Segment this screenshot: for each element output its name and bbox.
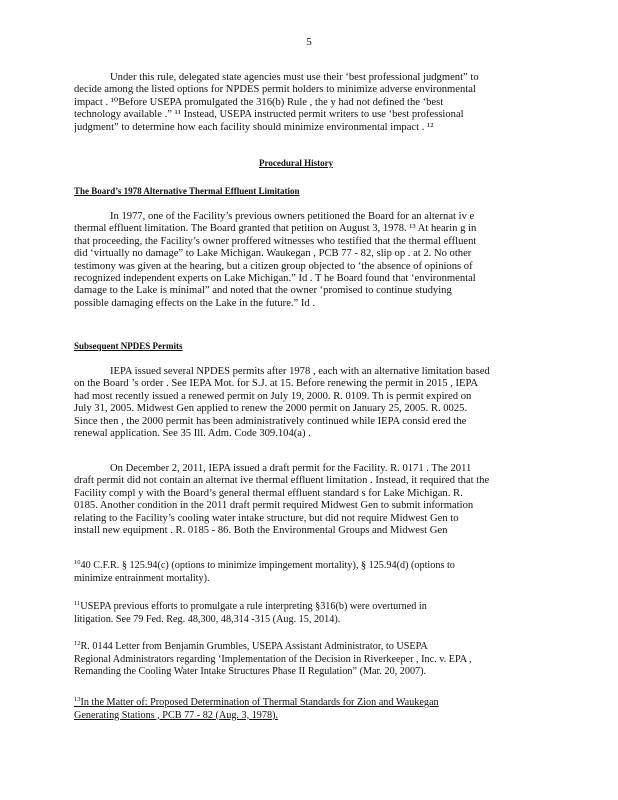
paragraph-line: In 1977, one of the Facility’s previous owners petitioned the Board for an alternat iv e [110,211,475,222]
paragraph-line: had most recently issued a renewed permit on July 19, 2000. R. 0109. Th is permit expired on [74,390,472,402]
footnote-line: minimize entrainment mortality). [74,572,210,584]
footnote-line: Remanding the Cooling Water Intake Structures Phase II Regulation” (Mar. 20, 2007). [74,666,427,678]
paragraph-iepa [74,366,540,440]
subsection-heading: The Board’s 1978 Alternative Thermal Effluent Limitation [74,186,300,196]
paragraph-line: did ‘virtually no damage” to Lake Michigan. Waukegan , PCB 77 - 82, slip op . at 2. No other [74,248,472,260]
footnote-line [74,601,540,614]
footnote-10 [74,560,540,585]
footnote-number: 13 [74,697,81,703]
paragraph-line: recognized independent experts on Lake Michigan.” Id . T he Board found that ‘environmental [74,273,476,285]
footnote-13 [74,697,540,722]
paragraph-line: install new equipment . R. 0185 - 86. Both the Environmental Groups and Midwest Gen [74,525,448,537]
footnote-text: In the Matter of: Proposed Determination of Thermal Standards for Zion and Waukegan [80,697,439,708]
footnote-number: 10 [74,560,81,566]
footnote-number: 11 [74,601,81,607]
footnote-line [74,560,540,573]
intro-paragraph [74,72,540,134]
paragraph-line: technology available .” ¹¹ Instead, USEPA instructed permit writers to use ‘best professional [74,109,464,121]
paragraph-line: July 31, 2005. Midwest Gen applied to renew the 2000 permit on January 25, 2005. R. 0025. [74,403,468,415]
paragraph-line: possible damaging effects on the Lake in the future.” Id . [74,297,316,309]
paragraph-line: Since then , the 2000 permit has been administratively continued while IEPA consid ered the [74,415,467,427]
paragraph-line: that proceeding, the Facility’s owner proffered witnesses who testified that the thermal effluent [74,235,477,247]
paragraph-line: renewal application. See 35 Ill. Adm. Code 309.104(a) . [74,428,311,440]
section-heading: Procedural History [259,158,334,168]
paragraph-line: relating to the Facility’s cooling water intake structure, but did not require Midwest Gen to [74,512,459,524]
subsection-heading: Subsequent NPDES Permits [74,341,183,351]
paragraph-line: decide among the listed options for NPDES permit holders to minimize adverse environmental [74,84,476,96]
footnote-12 [74,641,540,679]
paragraph-line: On December 2, 2011, IEPA issued a draft permit for the Facility. R. 0171 . The 2011 [110,463,472,474]
paragraph-line: IEPA issued several NPDES permits after 1978 , each with an alternative limitation based [110,366,490,377]
footnote-11 [74,601,540,626]
footnote-line: litigation. See 79 Fed. Reg. 48,300, 48,314 -315 (Aug. 15, 2014). [74,613,341,625]
footnote-text: USEPA previous efforts to promulgate a rule interpreting §316(b) were overturned in [80,601,427,612]
paragraph-2011 [74,463,540,537]
paragraph-1977 [74,211,540,310]
paragraph-line: judgment” to determine how each facility should minimize environmental impact . ¹² [74,121,434,133]
paragraph-line: 0185. Another condition in the 2011 draft permit required Midwest Gen to submit information [74,500,474,512]
footnote-line [74,641,540,654]
paragraph-line: damage to the Lake is minimal” and noted that the owner ‘promised to continue studying [74,285,452,297]
footnote-line [74,697,540,710]
paragraph-line: testimony was given at the hearing, but a citizen group objected to ‘the absence of opinions of [74,260,473,272]
footnote-text: R. 0144 Letter from Benjamin Grumbles, USEPA Assistant Administrator, to USEPA [80,641,428,652]
footnote-line: Regional Administrators regarding ‘Implementation of the Decision in Riverkeeper , Inc. v. EPA , [74,653,472,665]
footnote-line: Generating Stations , PCB 77 - 82 (Aug. 3, 1978). [74,709,279,721]
paragraph-line: draft permit did not contain an alternat ive thermal effluent limitation . Instead, it required that the [74,475,490,487]
paragraph-line: Under this rule, delegated state agencies must use their ‘best professional judgment” to [110,72,479,83]
paragraph-line: impact . ¹⁰Before USEPA promulgated the 316(b) Rule , the y had not defined the ‘best [74,96,444,108]
footnote-number: 12 [74,641,81,647]
footnote-text: 40 C.F.R. § 125.94(c) (options to minimize impingement mortality), § 125.94(d) (options to [80,560,455,571]
paragraph-line: Facility compl y with the Board’s general thermal effluent standard s for Lake Michigan. R. [74,487,463,499]
paragraph-line: thermal effluent limitation. The Board granted that petition on August 3, 1978. ¹³ At hearin g in [74,223,477,235]
page-number: 5 [306,36,312,48]
paragraph-line: on the Board ’s order . See IEPA Mot. for S.J. at 15. Before renewing the permit in 2015 , IEPA [74,378,479,390]
